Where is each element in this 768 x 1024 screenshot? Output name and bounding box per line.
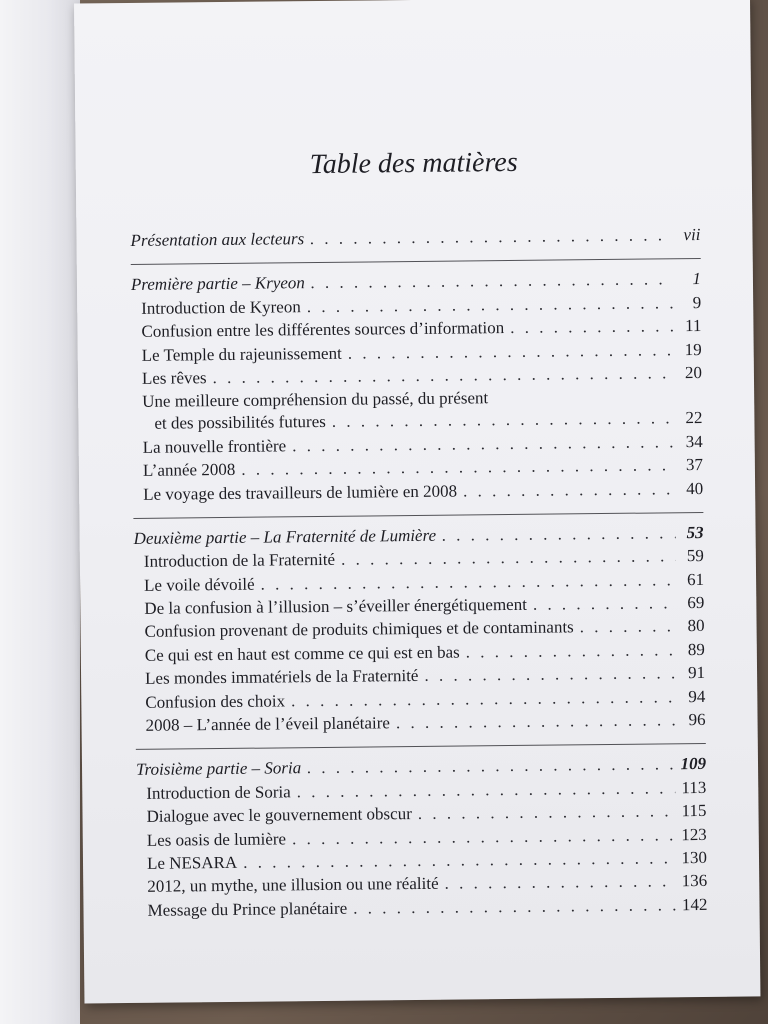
dot-leader — [292, 825, 675, 849]
toc-label: Confusion entre les différentes sources d’information — [141, 318, 505, 342]
toc-page: 40 — [686, 478, 704, 498]
dot-leader — [442, 523, 676, 545]
toc-page: 53 — [686, 522, 704, 543]
toc-page: 19 — [684, 339, 702, 359]
toc-label: L’année 2008 — [142, 460, 236, 480]
toc-entry — [137, 895, 707, 924]
toc-page: 69 — [687, 593, 705, 613]
toc-label: Message du Prince planétaire — [147, 898, 348, 920]
toc-page: 113 — [681, 777, 707, 798]
toc-label: Présentation aux lecteurs — [130, 229, 305, 250]
toc-label: Le voile dévoilé — [144, 574, 255, 595]
toc-page: 89 — [687, 639, 705, 660]
dot-leader — [444, 872, 675, 894]
toc-label: Introduction de Kyreon — [141, 296, 301, 318]
dot-leader — [291, 687, 677, 711]
dot-leader — [332, 409, 675, 433]
table-of-contents — [130, 225, 707, 924]
dot-leader — [396, 710, 678, 733]
toc-page: 80 — [687, 616, 705, 636]
dot-leader — [463, 479, 675, 501]
toc-page: 9 — [692, 292, 702, 312]
dot-leader — [292, 432, 675, 456]
dot-leader — [353, 895, 676, 918]
toc-label: Introduction de la Fraternité — [143, 550, 336, 572]
toc-label: 2008 – L’année de l’éveil planétaire — [145, 713, 391, 735]
toc-entry-presentation — [130, 225, 700, 254]
toc-page: 123 — [681, 824, 707, 844]
dot-leader — [341, 547, 676, 571]
toc-page: 34 — [685, 431, 703, 451]
dot-leader — [297, 778, 676, 802]
toc-label: Confusion des choix — [145, 691, 286, 712]
dot-leader — [260, 570, 676, 594]
toc-page: 22 — [685, 408, 703, 428]
toc-label: Les oasis de lumière — [146, 828, 287, 850]
toc-page: 20 — [684, 362, 703, 383]
toc-page: 59 — [686, 546, 704, 566]
divider — [136, 743, 706, 750]
toc-label: Première partie – Kryeon — [130, 273, 305, 295]
book-gutter — [0, 0, 80, 1024]
toc-label: Introduction de Soria — [146, 782, 291, 803]
toc-label: Les mondes immatériels de la Fraternité — [144, 666, 419, 689]
toc-label: De la confusion à l’illusion – s’éveiller énergétiquement — [144, 594, 527, 618]
toc-page: 142 — [681, 894, 708, 914]
toc-page: 96 — [688, 709, 706, 730]
toc-page: 109 — [680, 754, 707, 774]
toc-page: 115 — [681, 801, 707, 821]
toc-label: Confusion provenant de produits chimiques et de contaminants — [144, 617, 574, 642]
dot-leader — [466, 640, 677, 662]
toc-page: 94 — [688, 686, 706, 706]
dot-leader — [213, 363, 675, 388]
dot-leader — [510, 316, 673, 338]
dot-leader — [311, 270, 673, 294]
toc-label: Le Temple du rajeunissement — [141, 343, 342, 365]
toc-page: 136 — [681, 871, 708, 891]
dot-leader — [348, 340, 674, 363]
toc-page: 130 — [681, 847, 708, 868]
toc-page: 61 — [686, 569, 705, 589]
toc-page: 1 — [692, 269, 702, 289]
toc-page: 11 — [684, 316, 702, 336]
dot-leader — [307, 755, 675, 779]
dot-leader — [580, 617, 677, 638]
toc-label: 2012, un mythe, une illusion ou une réalité — [147, 874, 439, 897]
toc-label: Troisième partie – Soria — [135, 758, 302, 780]
dot-leader — [418, 801, 676, 824]
toc-page: 37 — [685, 455, 703, 475]
dot-leader — [241, 455, 675, 480]
dot-leader — [243, 848, 675, 873]
toc-label: Les rêves — [141, 368, 207, 388]
toc-label: La nouvelle frontière — [142, 436, 287, 457]
toc-page: vii — [683, 224, 701, 245]
divider — [131, 258, 701, 265]
toc-label: Le voyage des travailleurs de lumière en 2008 — [143, 481, 458, 504]
book-page — [74, 0, 760, 1003]
toc-label: Dialogue avec le gouvernement obscur — [146, 804, 412, 827]
toc-label: Deuxième partie – La Fraternité de Lumière — [133, 525, 437, 548]
toc-page: 91 — [687, 663, 706, 683]
page-title: Table des matières — [309, 146, 518, 181]
toc-label: et des possibilités futures — [154, 412, 326, 434]
toc-label: Une meilleure compréhension du passé, du présent — [142, 388, 489, 412]
dot-leader — [533, 593, 677, 615]
toc-entry — [133, 478, 703, 507]
dot-leader — [424, 664, 677, 687]
toc-entry — [135, 710, 705, 739]
divider — [133, 512, 703, 519]
dot-leader — [307, 293, 674, 317]
toc-label: Le NESARA — [146, 852, 238, 873]
dot-leader — [310, 225, 672, 249]
toc-label: Ce qui est en haut est comme ce qui est en bas — [144, 642, 460, 665]
